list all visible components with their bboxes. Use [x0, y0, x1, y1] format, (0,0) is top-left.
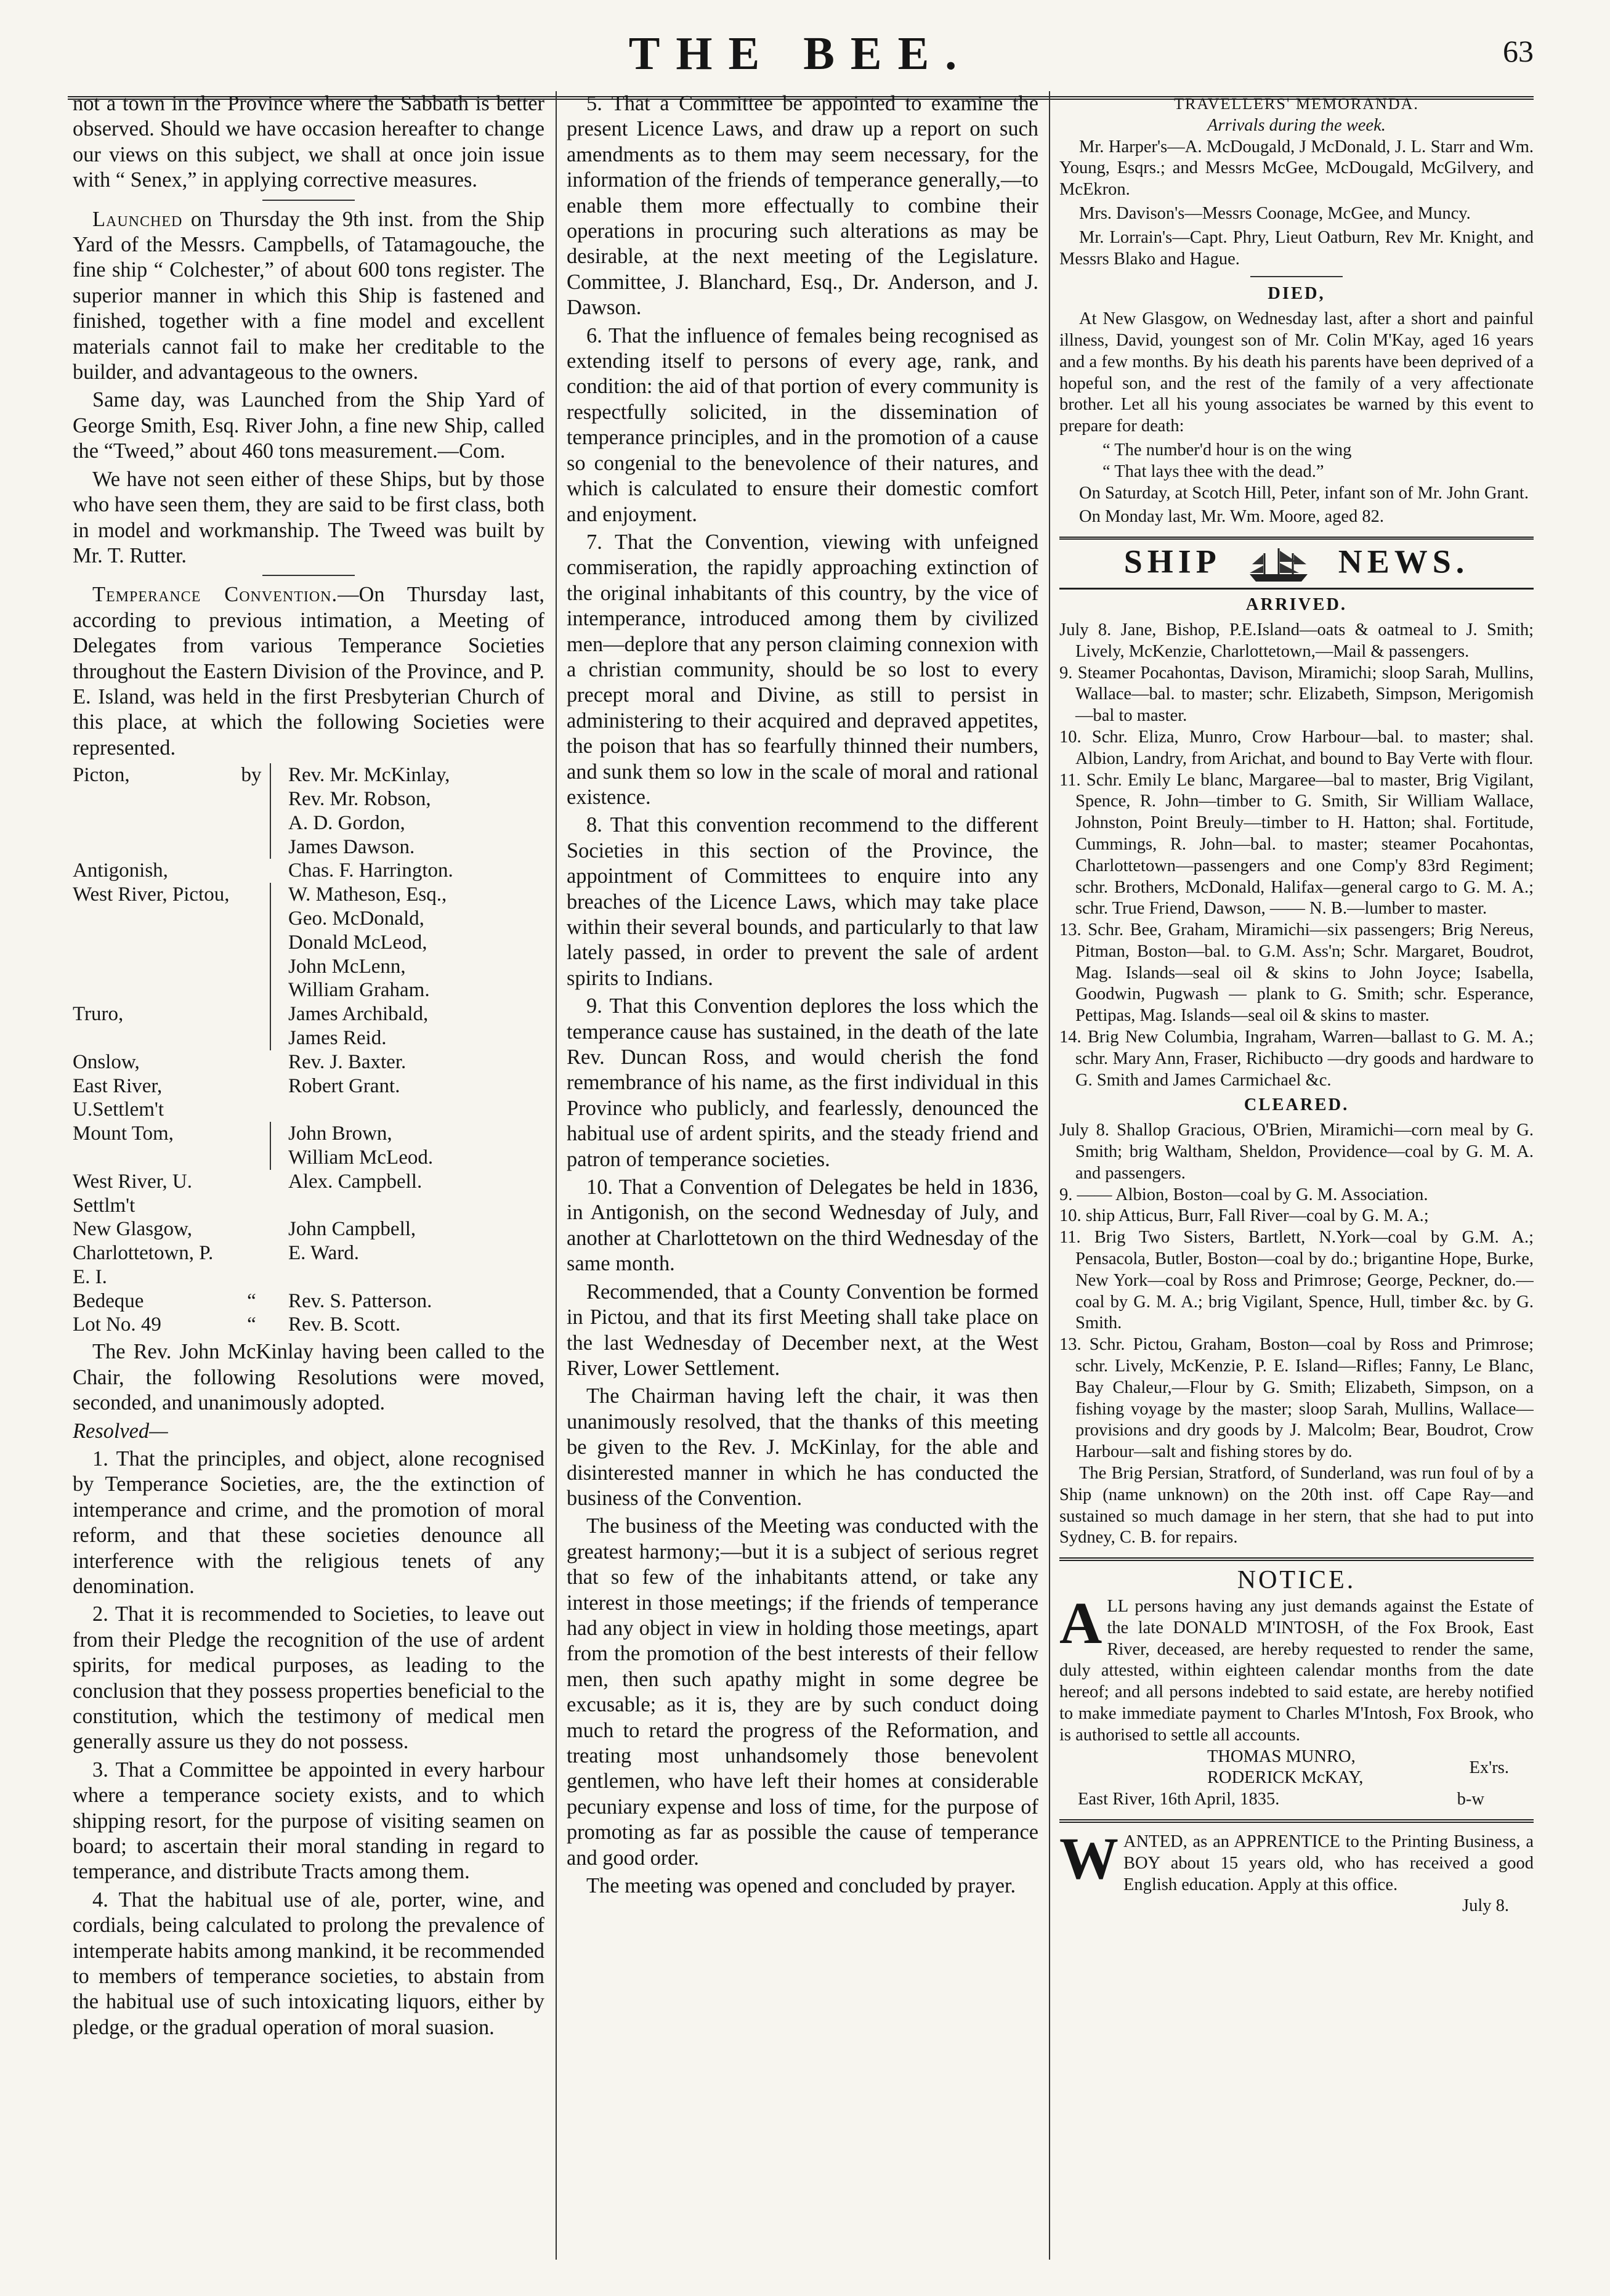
brace-mark [270, 1122, 288, 1170]
poem-line-2: “ That lays thee with the dead.” [1102, 461, 1324, 481]
column-divider [556, 91, 557, 2260]
business-paragraph: The business of the Meeting was conducted with the greatest harmony;—but it is a subject of serious regret that so few of the inhabitants attend, or take any interest in those meetings; if the friends of temperance had any object in view in holding those meetings, apart from the promotion of the best interests of their fellow men, then such apathy might in some degree be excusable; as it is, they are by such conduct doing much to retard the progress of the Reformation, and treating most unhandsomely those benevolent gentlemen, who have left their homes at considerable pecuniary expense and loss of time, for the purpose of promoting as far as possible the cause of temperance and good order. [567, 1514, 1038, 1870]
brace-mark [270, 1074, 288, 1122]
delegate-names [288, 1050, 544, 1074]
delegate-names [288, 1289, 544, 1313]
wanted-drop-cap: W [1059, 1825, 1119, 1891]
delegate-by [233, 859, 270, 883]
article-separator [262, 200, 355, 201]
brace-mark [270, 1313, 288, 1337]
delegate-name: Donald McLeod, [288, 931, 427, 954]
executors-label: Ex'rs. [1469, 1758, 1509, 1777]
executor-1: THOMAS MUNRO, [1207, 1746, 1356, 1766]
column-2 [567, 91, 1038, 2272]
delegate-place: Antigonish, [73, 859, 168, 882]
delegate-row [73, 1002, 544, 1050]
delegate-name: William McLeod. [288, 1146, 434, 1169]
delegate-names [288, 1313, 544, 1337]
resolution-3: 3. That a Committee be appointed in every harbour where a temperance society exists, and to which shipping resort, for the purpose of visiting seamen on board; to ascertain their moral standing in regard to temperance, and distribute Tracts among them. [73, 1758, 544, 1884]
arrived-entry: 13. Schr. Bee, Graham, Miramichi—six passengers; Brig Nereus, Pitman, Boston—bal. to G.M. Ass'n; Schr. Margaret, Boudrot, Mag. Islands—seal oil & skins to John Joyce; Isabella, Goodwin, Pugwash — plank to G. Smith; schr. Esperance, Pettipas, Mag. Islands—seal oil & skins to master. [1059, 920, 1534, 1026]
brace-mark [270, 883, 288, 1002]
delegate-name: James Archibald, [288, 1003, 429, 1026]
delegate-by [233, 1241, 270, 1289]
arrived-entry: 9. Steamer Pocahontas, Davison, Miramichi; sloop Sarah, Mullins, Wallace—bal. to master; schr. Elizabeth, Simpson, Merigomish—bal to master. [1059, 663, 1534, 726]
notice-drop-cap: A [1059, 1590, 1102, 1656]
delegate-names [288, 1170, 544, 1218]
closing-paragraph: The meeting was opened and concluded by prayer. [586, 1874, 1016, 1898]
delegate-name: Geo. McDonald, [288, 907, 424, 930]
delegate-name: Chas. F. Harrington. [288, 859, 453, 882]
brace-mark [270, 1217, 288, 1241]
wanted-text: ANTED, as an APPRENTICE to the Printing Business, a BOY about 15 years old, who has received a good English education. Apply at this office. [1123, 1832, 1534, 1894]
obituary-3: On Monday last, Mr. Wm. Moore, aged 82. [1079, 507, 1384, 527]
delegate-name: James Reid. [288, 1026, 387, 1049]
delegate-place: Lot No. 49 [73, 1313, 161, 1336]
notice-body [1059, 1590, 1534, 1746]
newspaper-title: THE BEE. [628, 28, 973, 79]
cleared-entry: July 8. Shallop Gracious, O'Brien, Miramichi—corn meal by G. Smith; brig Waltham, Sheldon, Providence—coal by G. M. A. and passengers. [1059, 1121, 1534, 1183]
delegate-names [288, 1122, 544, 1170]
delegate-name: Rev. J. Baxter. [288, 1050, 407, 1073]
delegate-names [288, 1241, 544, 1289]
delegate-place: Mount Tom, [73, 1122, 174, 1145]
resolution-8: 8. That this convention recommend to the different Societies in this section of the Province, the appointment of Committees to enquire into any breaches of the Licence Laws, which may take place within their several bounds, and particularly to that law lately passed, in order to prevent the sale of ardent spirits to Indians. [567, 813, 1038, 990]
notice-date: East River, 16th April, 1835. [1078, 1790, 1280, 1809]
delegate-place: Charlottetown, P. E. I. [73, 1242, 214, 1288]
delegate-name: Rev. Mr. McKinlay, [288, 764, 450, 787]
delegate-name: Rev. S. Patterson. [288, 1289, 432, 1312]
wanted-ad [1059, 1825, 1534, 1896]
section-separator [1250, 276, 1343, 277]
masthead [68, 22, 1534, 81]
delegate-by [233, 1122, 270, 1170]
launch-article-2: Same day, was Launched from the Ship Yard of George Smith, Esq. River John, a fine new Ship, called the “Tweed,” about 460 tons measurement.—Com. [73, 388, 544, 463]
delegate-by: “ [247, 1289, 256, 1312]
county-convention: Recommended, that a County Convention be formed in Pictou, and that its first Meeting shall take place on the last Wednesday of December next, at the West River, Lower Settlement. [567, 1280, 1038, 1380]
column-divider [1049, 91, 1050, 2260]
delegate-by: “ [247, 1313, 256, 1336]
launch-lead: Launched [92, 207, 183, 231]
delegate-name: John McLenn, [288, 955, 406, 978]
notice-separator [1059, 1557, 1534, 1561]
cleared-entry: 11. Brig Two Sisters, Bartlett, N.York—coal by G.M. A.; Pensacola, Butler, Boston—coal by do.; brigantine Hope, Burke, New York—coal by Ross and Primrose; George, Peckner, do.—coal by G. M. A.; brig Vigilant, Spence, Hull, timber &c. by G. Smith. [1059, 1228, 1534, 1333]
article-separator [262, 575, 355, 576]
delegate-by [233, 1217, 270, 1241]
delegate-by: by [241, 764, 262, 787]
arrived-entry: 14. Brig New Columbia, Ingraham, Warren—ballast to G. M. A.; schr. Mary Ann, Fraser, Richibucto —dry goods and hardware to G. Smith and James Carmichael &c. [1059, 1028, 1534, 1090]
delegate-place: Picton, [73, 764, 130, 787]
resolution-4: 4. That the habitual use of ale, porter, wine, and cordials, being calculated to prolong the prevalence of intemperate habits among mankind, it be recommended to members of temperance societies, to abstain from the habitual use of such intoxicating liquors, either by pledge, or the gradual operation of moral suasion. [73, 1888, 544, 2039]
executor-2: RODERICK McKAY, [1207, 1768, 1364, 1788]
launch-article [73, 207, 544, 386]
delegate-place: East River, U.Settlem't [73, 1074, 164, 1121]
resolution-10: 10. That a Convention of Delegates be held in 1836, in Antigonish, on the second Wednesday of July, and another at Charlottetown on the third Wednesday of the same month. [567, 1175, 1038, 1276]
brace-mark [270, 859, 288, 883]
brace-mark [270, 1050, 288, 1074]
delegate-names [288, 1074, 544, 1122]
ship-news-right: NEWS. [1338, 543, 1470, 580]
delegate-by [233, 1074, 270, 1122]
poem-line-1: “ The number'd hour is on the wing [1102, 440, 1352, 460]
executors-signature [1059, 1746, 1534, 1790]
brace-mark [270, 1289, 288, 1313]
notice-code: b-w [1457, 1790, 1484, 1809]
died-heading: DIED, [1268, 284, 1325, 304]
arrived-entry: 10. Schr. Eliza, Munro, Crow Harbour—bal. to master; shal. Albion, Landry, from Arichat, and bound to Bay Verte with flour. [1059, 727, 1534, 768]
resolution-7: 7. That the Convention, viewing with unfeigned commiseration, the rapidly approaching extinction of the original inhabitants of this country, by the vice of intemperance, introduced among them by civilized men—deplore that any person claiming connexion with a christian community, should be so lost to every precept moral and Divine, as still to persist in administering to their acquired and depraved appetites, the poison that has so fearfully thinned their numbers, and sunk them so low in the scale of moral and rational existence. [567, 530, 1038, 809]
persian-notice: The Brig Persian, Stratford, of Sunderland, was run foul of by a Ship (name unknown) on the 20th inst. off Cape Ray—and sustained so much damage in her stern, that she had to put into Sydney, C. B. for repairs. [1059, 1464, 1534, 1548]
arrived-list [1059, 620, 1534, 1092]
delegate-place: West River, U. Settlm't [73, 1170, 192, 1217]
delegate-by [233, 1050, 270, 1074]
cleared-entry: 13. Schr. Pictou, Graham, Boston—coal by Ross and Primrose; schr. Lively, McKenzie, P. E. Island—Rifles; Fanny, Le Blanc, Bay Chaleur,—Flour by G. Smith; Elizabeth, Simpson, on a fishing voyage by the master; sloop Sarah, Mullins, Wallace—provisions and dry goods by J. Malcolm; Bear, Boudrot, Crow Harbour—salt and fishing stores by do. [1059, 1335, 1534, 1462]
delegate-name: John Brown, [288, 1122, 392, 1145]
delegate-name: A. D. Gordon, [288, 811, 405, 834]
delegate-names [288, 883, 544, 1002]
arrivals-harper: Mr. Harper's—A. McDougald, J McDonald, J. L. Starr and Wm. Young, Esqrs.; and Messrs McGee, McDougald, McGilvery, and McEkron. [1059, 137, 1534, 200]
wanted-separator [1059, 1819, 1534, 1823]
resolution-9: 9. That this Convention deplores the loss which the temperance cause has sustained, in the death of the late Rev. Duncan Ross, and would cherish the fond remembrance of his name, as the first individual in this Province who publicly, and fearlessly, denounced the habitual use of ardent spirits, and the steady friend and patron of temperance societies. [567, 994, 1038, 1171]
delegate-name: E. Ward. [288, 1242, 359, 1265]
resolution-6: 6. That the influence of females being recognised as extending itself to persons of every age, rank, and condition: the aid of that portion of every community is respectfully solicited, in the dissemination of temperance principles, and in the promotion of a cause so congenial to the benevolence of their natures, and which is calculated to ensure their domestic comfort and enjoyment. [567, 323, 1038, 526]
travellers-heading: TRAVELLERS' MEMORANDA. [1174, 95, 1419, 113]
column-1 [73, 91, 544, 2272]
delegate-name: Rev. Mr. Robson, [288, 787, 431, 810]
arrivals-heading: Arrivals during the week. [1207, 115, 1386, 135]
delegate-name: John Campbell, [288, 1218, 416, 1241]
column-3 [1059, 91, 1534, 2272]
resolution-1: 1. That the principles, and object, alone recognised by Temperance Societies, are, the the extinction of intemperance and crime, and the promotion of moral reform, and that these societies denounce all interference with the religious tenets of any denomination. [73, 1446, 544, 1598]
delegate-row [73, 883, 544, 1002]
arrivals-davison: Mrs. Davison's—Messrs Coonage, McGee, and Muncy. [1079, 203, 1471, 223]
thanks-paragraph: The Chairman having left the chair, it was then unanimously resolved, that the thanks of this meeting be given to the Rev. J. McKinlay, for the able and disinterested manner in which he has conducted the business of the Convention. [567, 1384, 1038, 1510]
delegate-by [233, 1170, 270, 1218]
chair-paragraph: The Rev. John McKinlay having been called to the Chair, the following Resolutions were moved, seconded, and unanimously adopted. [73, 1340, 544, 1415]
notice-footer [1059, 1789, 1534, 1811]
ship-news-left: SHIP [1123, 543, 1220, 580]
cleared-entry: 10. ship Atticus, Burr, Fall River—coal by G. M. A.; [1059, 1206, 1429, 1226]
obituary-2: On Saturday, at Scotch Hill, Peter, infant son of Mr. John Grant. [1079, 483, 1529, 503]
cleared-heading: CLEARED. [1244, 1095, 1349, 1115]
resolved-label: Resolved— [73, 1419, 168, 1443]
brace-mark [270, 1002, 288, 1050]
delegate-row [73, 1217, 544, 1241]
article-continuation: not a town in the Province where the Sabbath is better observed. Should we have occasion hereafter to change our views on this subject, we shall at once join issue with “ Senex,” in applying corrective measures. [73, 92, 544, 192]
delegate-row [73, 1313, 544, 1337]
delegate-row [73, 1122, 544, 1170]
brace-mark [270, 1241, 288, 1289]
delegate-place: West River, Pictou, [73, 883, 230, 906]
delegate-row [73, 1050, 544, 1074]
brace-mark [270, 1170, 288, 1218]
arrived-heading: ARRIVED. [1245, 595, 1348, 615]
arrivals-lorrain: Mr. Lorrain's—Capt. Phry, Lieut Oatburn, Rev Mr. Knight, and Messrs Blako and Hague. [1059, 227, 1534, 269]
resolution-2: 2. That it is recommended to Societies, to leave out from their Pledge the recognition of the use of ardent spirits, for medical purposes, as leading to the conclusion that they possess properties beneficial to the constitution, which the testimony of medical men generally assure us they do not possess. [73, 1602, 544, 1754]
delegate-by [233, 1002, 270, 1050]
cleared-entry: 9. —— Albion, Boston—coal by G. M. Association. [1059, 1185, 1428, 1204]
arrived-entry: July 8. Jane, Bishop, P.E.Island—oats & oatmeal to J. Smith; Lively, McKenzie, Charlottetown,—Mail & passengers. [1059, 620, 1534, 661]
delegate-names [288, 859, 544, 883]
wanted-date: July 8. [1462, 1896, 1509, 1916]
notice-text: LL persons having any just demands against the Estate of the late DONALD M'INTOSH, of the Fox Brook, East River, deceased, are hereby requested to render the same, duly attested, within eighteen calendar months from the date hereof; and all persons indebted to said estate, are hereby notified to make immediate payment to Charles M'Intosh, Fox Brook, who is authorised to settle all accounts. [1059, 1597, 1534, 1745]
ship-icon [1245, 546, 1313, 584]
launch-article-3: We have not seen either of these Ships, but by those who have seen them, they are said to be first class, both in model and workmanship. The Tweed was built by Mr. T. Rutter. [73, 467, 544, 567]
notice-heading: NOTICE. [1237, 1566, 1356, 1595]
delegate-row [73, 859, 544, 883]
delegate-row [73, 1074, 544, 1122]
obituary-1: At New Glasgow, on Wednesday last, after a short and painful illness, David, youngest son of Mr. Colin M'Kay, aged 16 years and a few months. By his death his parents have been deprived of a hopeful son, and the rest of the family of a very affectionate brother. Let all his young associates be warned by this event to prepare for death: [1059, 309, 1534, 436]
delegate-name: Rev. B. Scott. [288, 1313, 401, 1336]
delegate-place: New Glasgow, [73, 1218, 192, 1241]
delegate-row [73, 1170, 544, 1218]
temperance-intro [73, 582, 544, 761]
delegate-name: William Graham. [288, 979, 430, 1002]
resolution-5: 5. That a Committee be appointed to examine the present Licence Laws, and draw up a report on such amendments as to them may seem necessary, for the information of the friends of temperance generally,—to enable them more effectually to combine their operations in procuring such alterations as may be desirable, at the next meeting of the Legislature. Committee, J. Blanchard, Esq., Dr. Anderson, and J. Dawson. [567, 92, 1038, 320]
ship-news-banner [1059, 537, 1534, 590]
delegate-place: Truro, [73, 1003, 124, 1026]
delegate-name: Alex. Campbell. [288, 1170, 423, 1193]
delegate-names [288, 1217, 544, 1241]
delegate-place: Bedeque [73, 1289, 144, 1312]
delegate-place: Onslow, [73, 1050, 140, 1073]
temperance-intro-text: —On Thursday last, according to previous intimation, a Meeting of Delegates from various Temperance Societies throughout the Eastern Division of the Province, and P. E. Island, was held in the first Presbyterian Church of this place, at which the following Societies were represented. [73, 583, 544, 760]
delegate-row [73, 1241, 544, 1289]
page-number: 63 [1503, 34, 1534, 68]
launch-text: on Thursday the 9th inst. from the Ship Yard of the Messrs. Campbells, of Tatamagouche, the fine ship “ Colchester,” of about 600 tons register. The superior manner in which this Ship is fastened and finished, together with a fine model and excellent materials cannot fail to make her creditable to the builder, and advantageous to the owners. [73, 207, 544, 384]
delegate-row [73, 1289, 544, 1313]
delegate-row [73, 763, 544, 859]
delegate-names [288, 763, 544, 859]
cleared-list [1059, 1120, 1534, 1463]
brace-mark [270, 763, 288, 859]
delegate-name: James Dawson. [288, 835, 415, 858]
delegate-names [288, 1002, 544, 1050]
temperance-lead: Temperance Convention. [92, 583, 338, 607]
arrived-entry: 11. Schr. Emily Le blanc, Margaree—bal to master, Brig Vigilant, Spence, R. John—timber to G. Smith, Sir William Wallace, Johnston, Point Breuly—timber to H. Hatton; shal. Fortitude, Cummings, R. John—bal. to master; steamer Pocahontas, Charlottetown—passengers and one Comp'y 83rd Regiment; schr. Brothers, McDonald, Halifax—general cargo to G. M. A.; schr. True Friend, Dawson, —— N. B.—lumber to master. [1059, 770, 1534, 919]
delegate-name: W. Matheson, Esq., [288, 883, 447, 906]
delegate-name: Robert Grant. [288, 1074, 400, 1097]
delegates-table [73, 763, 544, 1337]
delegate-by [233, 883, 270, 1002]
